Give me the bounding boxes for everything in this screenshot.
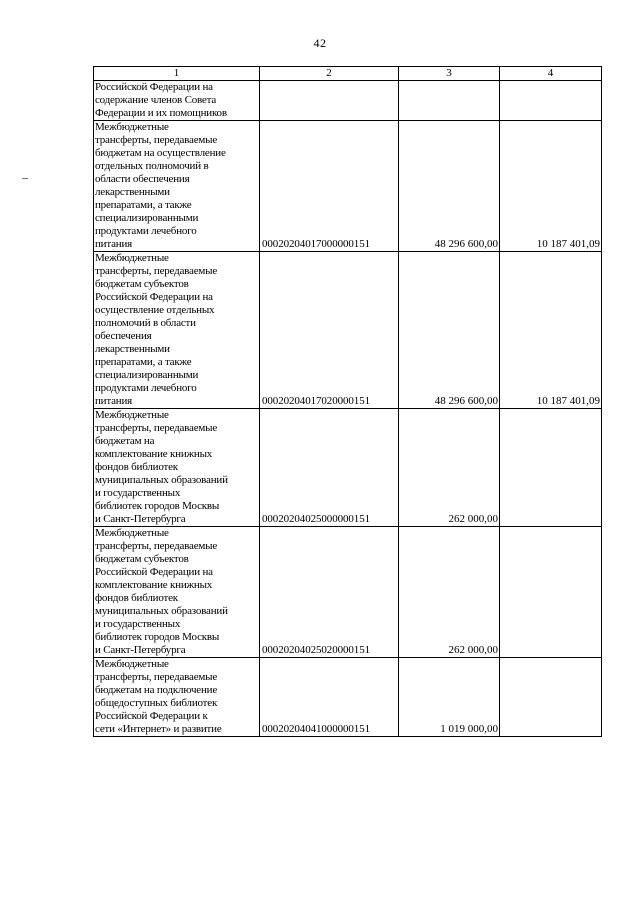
row-name-cell: Межбюджетные трансферты, передаваемые бюджетам на подключение общедоступных библиотек Российской Федерации к сети «Интернет» и развитие	[94, 658, 260, 737]
row-value4-cell	[500, 81, 602, 121]
table-row	[94, 252, 602, 409]
row-value4-cell	[500, 658, 602, 737]
row-name-cell: Межбюджетные трансферты, передаваемые бюджетам на осуществление отдельных полномочий в области обеспечения лекарственными препаратами, а также специализированными продуктами лечебного питания	[94, 121, 260, 252]
table-row	[94, 527, 602, 658]
row-name-cell: Межбюджетные трансферты, передаваемые бюджетам на комплектование книжных фондов библиотек муниципальных образований и государственных библиотек городов Москвы и Санкт-Петербурга	[94, 409, 260, 527]
column-header-2: 2	[260, 67, 399, 81]
table-header-row	[94, 67, 602, 81]
row-value4-cell	[500, 409, 602, 527]
row-name-cell: Межбюджетные трансферты, передаваемые бюджетам субъектов Российской Федерации на комплектование книжных фондов библиотек муниципальных образований и государственных библиотек городов Москвы и Санкт-Петербурга	[94, 527, 260, 658]
row-value3-cell: 48 296 600,00	[399, 252, 500, 409]
row-code-cell	[260, 81, 399, 121]
row-code-cell: 00020204041000000151	[260, 658, 399, 737]
table-row	[94, 409, 602, 527]
row-value3-cell: 48 296 600,00	[399, 121, 500, 252]
row-value3-cell: 262 000,00	[399, 527, 500, 658]
table-row	[94, 121, 602, 252]
row-value4-cell: 10 187 401,09	[500, 252, 602, 409]
scan-edge-mark	[22, 178, 28, 179]
page-number: 42	[313, 36, 327, 50]
row-value3-cell: 262 000,00	[399, 409, 500, 527]
table-row	[94, 658, 602, 737]
row-code-cell: 00020204017000000151	[260, 121, 399, 252]
row-value4-cell: 10 187 401,09	[500, 121, 602, 252]
row-name-cell: Межбюджетные трансферты, передаваемые бюджетам субъектов Российской Федерации на осуществление отдельных полномочий в области обеспечения лекарственными препаратами, а также специализированными продуктами лечебного питания	[94, 252, 260, 409]
table-row	[94, 81, 602, 121]
budget-table	[93, 66, 602, 737]
column-header-3: 3	[399, 67, 500, 81]
column-header-4: 4	[500, 67, 602, 81]
row-value3-cell	[399, 81, 500, 121]
row-value3-cell: 1 019 000,00	[399, 658, 500, 737]
row-name-cell: Российской Федерации на содержание членов Совета Федерации и их помощников	[94, 81, 260, 121]
row-code-cell: 00020204025020000151	[260, 527, 399, 658]
row-code-cell: 00020204025000000151	[260, 409, 399, 527]
row-value4-cell	[500, 527, 602, 658]
column-header-1: 1	[94, 67, 260, 81]
row-code-cell: 00020204017020000151	[260, 252, 399, 409]
